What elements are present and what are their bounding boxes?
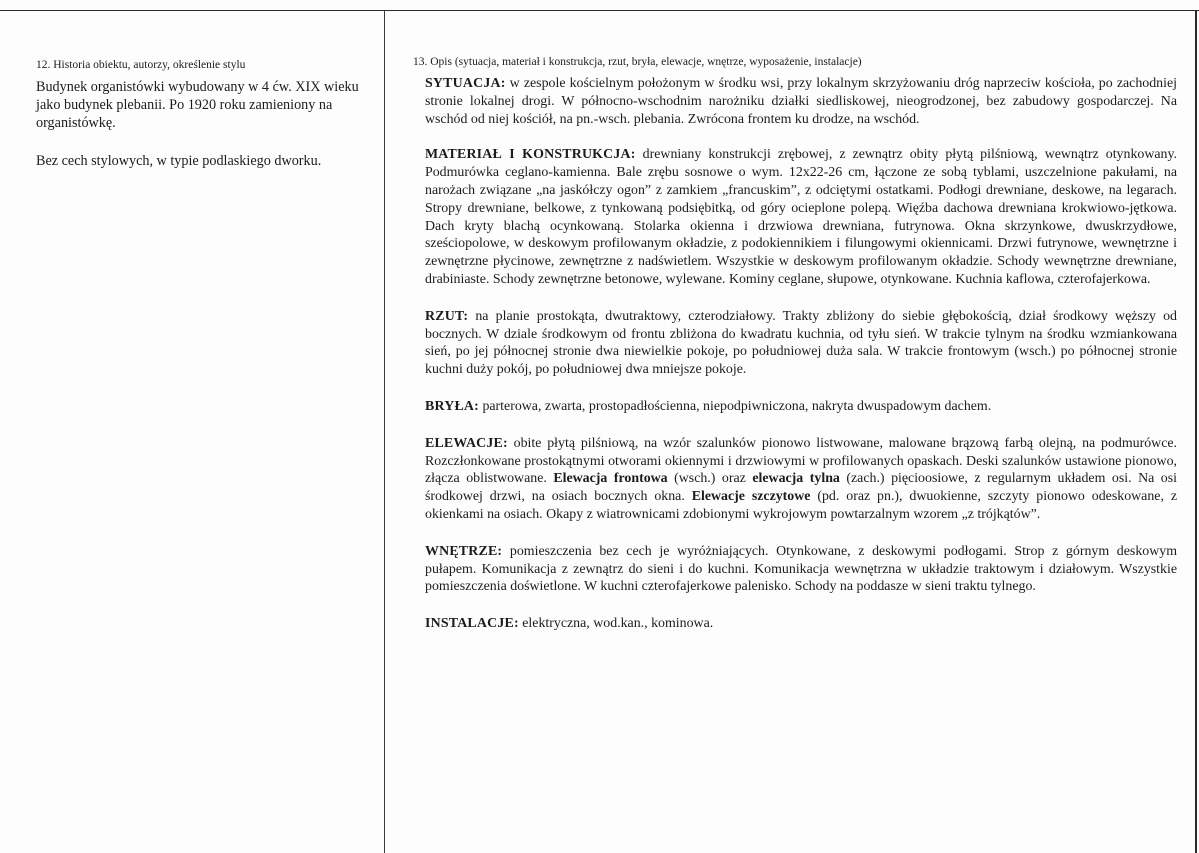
sytuacja-paragraph (413, 75, 1177, 128)
sytuacja-text: w zespole kościelnym położonym w środku wsi, przy lokalnym skrzyżowaniu dróg naprzeciw kościoła, po zachodniej stronie lokalnej drogi. W północno-wschodnim narożniku działki siedliskowej, nieogrodzonej, bez zabudowy gospodarczej. Na wschód od niej kościół, na pn.-wsch. plebania. Zwrócona frontem ku drodze, na wschód. (425, 76, 1177, 127)
material-label: MATERIAŁ I KONSTRUKCJA: (425, 147, 636, 163)
wnetrze-paragraph (413, 543, 1177, 596)
column-divider (384, 10, 385, 853)
elewacje-text-2: (wsch.) oraz (667, 471, 753, 487)
bryla-paragraph (413, 398, 1177, 416)
material-text: drewniany konstrukcji zrębowej, z zewnątrz obity płytą pilśniową, wewnątrz otynkowany. Podmurówka ceglano-kamienna. Bale zrębu sosnowe o wym. 12x22-26 cm, łączone ze sobą tyblami, uszczelnione pakułami, na narożach związane „na jaskółczy ogon” z zamkiem „francuskim”, z odciętymi ostatkami. Podłogi drewniane, deskowe, na legarach. Stropy drewniane, belkowe, z tynkowaną podsiębitką, od góry ocieplone polepą. Więźba dachowa drewniana krokwiowo-jętkowa. Dach kryty blachą ocynkowaną. Stolarka okienna i drzwiowa drewniana, futrynowa. Okna skrzynkowe, dwuskrzydłowe, sześciopolowe, w deskowym profilowanym okładzie, z podokiennikiem i filungowymi okiennicami. Drzwi futrynowe, wewnętrzne i zewnętrzne płycinowe, zewnętrzne z nadświetlem. Wszystkie w deskowym profilowanym okładzie. Schody wewnętrzne drewniane, drabiniaste. Schody zewnętrzne betonowe, wylewane. Kominy ceglane, słupowe, otynkowane. Kuchnia kaflowa, czterofajerkowa. (425, 147, 1177, 287)
description-heading: 13. Opis (sytuacja, materiał i konstrukcja, rzut, bryła, elewacje, wnętrze, wyposażenie, instalacje) (413, 56, 862, 68)
instalacje-label: INSTALACJE: (425, 616, 519, 632)
elewacje-text-3: (zach.) pięcioosiowe, z regularnym układem osi. Na osi środkowej drzwi, na osiach bocznych okna. (425, 471, 1178, 505)
elewacje-text-4: (pd. oraz pn.), dwuokienne, szczyty pionowo odeskowane, z okienkami na osiach. Okapy z wiatrownicami zdobionymi wykrojowym powtarzalnym wzorem „z trójkątów”. (425, 489, 1177, 522)
top-border-line (0, 10, 1199, 11)
history-section (36, 58, 374, 190)
instalacje-paragraph (413, 615, 1177, 633)
rzut-paragraph (413, 308, 1177, 379)
elewacje-text-1: obite płytą pilśniową, na wzór szalunków pionowo listwowane, malowane brązową farbą olejną, na podmurówce. Rozczłonkowane prostokątnymi otworami okiennymi i drzwiowymi w profilowanych opaskach. Deski szalunków ustawione pionowo, złącza oblistwowane. (425, 435, 1177, 487)
rzut-text: na planie prostokąta, dwutraktowy, czterodziałowy. Trakty zbliżony do siebie głębokością, dział środkowy węższy od bocznych. W dziale środkowym od frontu zbliżona do kwadratu kuchnia, od tyłu sień. W trakcie tylnym na środku wzmiankowana sień, po jej północnej stronie dwa niewielkie pokoje, po południowej duża sala. W trakcie frontowym (wsch.) po północnej stronie kuchni duży pokój, po południowej dwa mniejsze pokoje. (425, 308, 1177, 378)
material-paragraph (413, 146, 1177, 288)
elewacje-label: ELEWACJE: (425, 435, 508, 451)
style-paragraph: Bez cech stylowych, w typie podlaskiego dworku. (36, 153, 322, 169)
elewacje-szczytowe-term: Elewacje szczytowe (691, 489, 811, 505)
sytuacja-label: SYTUACJA: (425, 76, 506, 91)
wnetrze-text: pomieszczenia bez cech je wyróżniających. Otynkowane, z deskowymi podłogami. Strop z górnym deskowym pułapem. Komunikacja z zewnątrz do sieni i do kuchni. Komunikacja wewnętrzna w układzie traktowym i działowym. Wszystkie pomieszczenia doświetlone. W kuchni czterofajerkowe palenisko. Schody na poddasze w sieni traktu tylnego. (425, 543, 1177, 595)
elewacja-frontowa-term: Elewacja frontowa (553, 471, 668, 487)
elewacje-paragraph (413, 435, 1177, 524)
history-heading: 12. Historia obiektu, autorzy, określenie stylu (36, 59, 246, 71)
elewacja-tylna-term: elewacja tylna (752, 471, 840, 487)
instalacje-text: elektryczna, wod.kan., kominowa. (518, 616, 714, 632)
right-border-line (1195, 10, 1197, 853)
bryla-label: BRYŁA: (425, 398, 479, 414)
rzut-label: RZUT: (425, 308, 469, 324)
wnetrze-label: WNĘTRZE: (425, 543, 503, 559)
bryla-text: parterowa, zwarta, prostopadłościenna, niepodpiwniczona, nakryta dwuspadowym dachem. (478, 398, 992, 414)
history-paragraph: Budynek organistówki wybudowany w 4 ćw. XIX wieku jako budynek plebanii. Po 1920 roku zamieniony na organistówkę. (36, 79, 359, 131)
description-section (413, 55, 1177, 652)
